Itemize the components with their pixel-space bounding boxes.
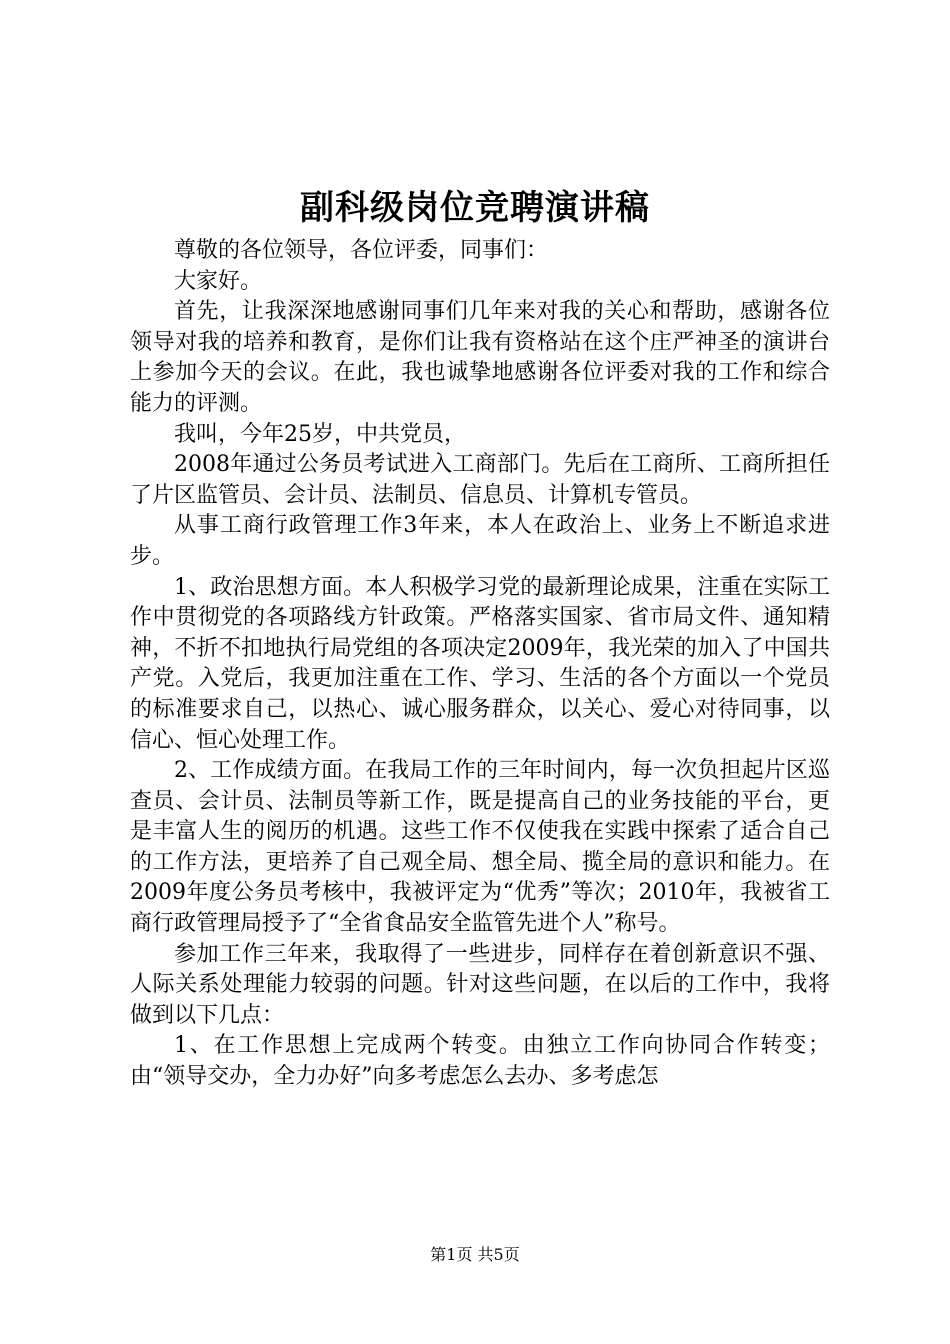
paragraph-achievements: 2、工作成绩方面。在我局工作的三年时间内，每一次负担起片区巡查员、会计员、法制员等新工作，既是提高自己的业务技能的平台，更是丰富人生的阅历的机遇。这些工作不仅使我在实践中探索了适合自己的工作方法，更培养了自己观全局、想全局、揽全局的意识和能力。在2009年度公务员考核中，我被评定为“优秀”等次；2010年，我被省工商行政管理局授予了“全省食品安全监管先进个人”称号。 xyxy=(130,758,830,937)
paragraph-thanks: 首先，让我深深地感谢同事们几年来对我的关心和帮助，感谢各位领导对我的培养和教育，是你们让我有资格站在这个庄严神圣的演讲台上参加今天的会议。在此，我也诚挚地感谢各位评委对我的工作和综合能力的评测。 xyxy=(130,299,830,416)
page-footer: 第1页 共5页 xyxy=(430,1245,520,1264)
document-title: 副科级岗位竞聘演讲稿 xyxy=(300,188,650,228)
document-body xyxy=(130,236,830,1093)
paragraph-intro: 我叫，今年25岁，中共党员， xyxy=(174,421,466,447)
paragraph-career: 2008年通过公务员考试进入工商部门。先后在工商所、工商所担任了片区监管员、会计员、法制员、信息员、计算机专管员。 xyxy=(130,452,830,508)
paragraph-plan-1: 1、在工作思想上完成两个转变。由独立工作向协同合作转变；由“领导交办，全力办好”向多考虑怎么去办、多考虑怎 xyxy=(130,1033,830,1090)
greeting: 大家好。 xyxy=(174,268,263,294)
paragraph-progress: 从事工商行政管理工作3年来，本人在政治上、业务上不断追求进步。 xyxy=(130,513,830,569)
paragraph-shortcomings: 参加工作三年来，我取得了一些进步，同样存在着创新意识不强、人际关系处理能力较弱的问题。针对这些问题，在以后的工作中，我将做到以下几点： xyxy=(130,941,830,1028)
salutation: 尊敬的各位领导，各位评委，同事们： xyxy=(174,238,549,263)
paragraph-political: 1、政治思想方面。本人积极学习党的最新理论成果，注重在实际工作中贯彻党的各项路线方针政策。严格落实国家、省市局文件、通知精神，不折不扣地执行局党组的各项决定2009年，我光荣的加入了中国共产党。入党后，我更加注重在工作、学习、生活的各个方面以一个党员的标准要求自己，以热心、诚心服务群众，以关心、爱心对待同事，以信心、恒心处理工作。 xyxy=(130,574,830,753)
